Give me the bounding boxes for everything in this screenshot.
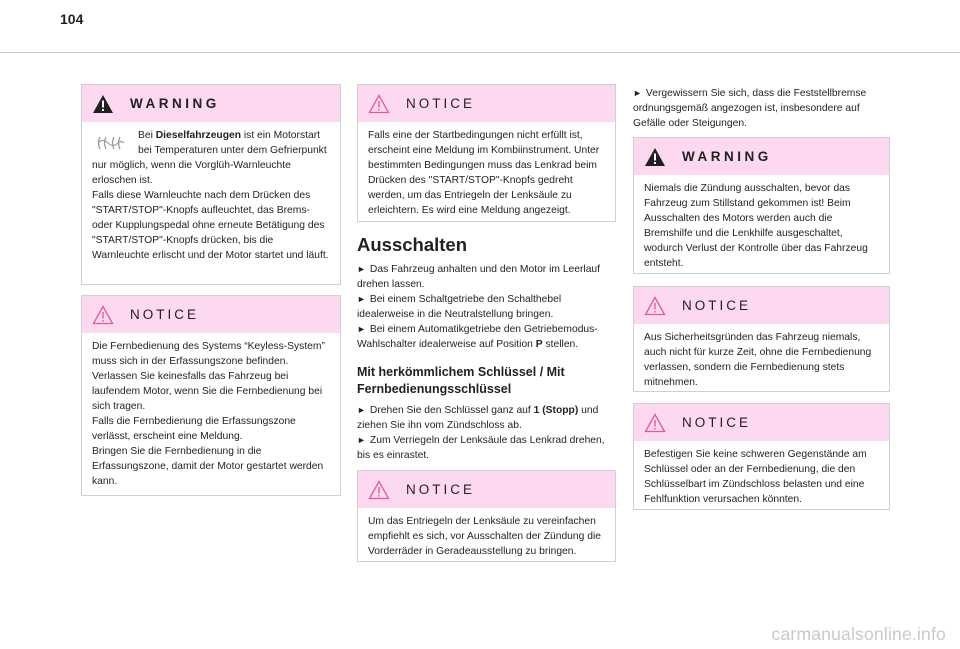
- arrow-icon: ►: [357, 405, 366, 415]
- subheading-key: Mit herkömmlichem Schlüssel / Mit Fernbedienungsschlüssel: [357, 365, 565, 396]
- notice-title: NOTICE: [130, 307, 200, 322]
- warning-title: WARNING: [130, 96, 220, 111]
- notice-body: [634, 324, 889, 398]
- notice-icon: [92, 305, 114, 325]
- notice-title: NOTICE: [682, 415, 752, 430]
- notice-icon: [368, 94, 390, 114]
- key-steps: [357, 403, 619, 463]
- notice-title: NOTICE: [682, 298, 752, 313]
- notice-header: [634, 404, 889, 441]
- notice-icon: [644, 296, 666, 316]
- warning-box-diesel: [81, 84, 341, 285]
- warning-box-ignition: [633, 137, 890, 274]
- page-number: 104: [60, 11, 84, 27]
- key-step-1: ► Drehen Sie den Schlüssel ganz auf 1 (Stopp) und ziehen Sie ihn vom Zündschloss ab.: [357, 405, 599, 431]
- ausschalten-steps: [357, 262, 619, 352]
- watermark: carmanualsonline.info: [771, 624, 946, 644]
- step-parking-brake: ► Vergewissern Sie sich, dass die Feststellbremse ordnungsgemäß angezogen ist, insbesondere auf Gefälle oder Steigungen.: [633, 88, 867, 129]
- arrow-icon: ►: [357, 294, 366, 304]
- notice-title: NOTICE: [406, 482, 476, 497]
- warning-body: [634, 175, 889, 279]
- warning-body: [82, 122, 340, 271]
- warning-title: WARNING: [682, 149, 772, 164]
- notice-box-steering-column: [357, 470, 616, 562]
- notice-icon: [368, 480, 390, 500]
- notice-body: [82, 333, 340, 497]
- warning-header: [634, 138, 889, 175]
- step-3: ► Bei einem Automatikgetriebe den Getriebemodus-Wahlschalter idealerweise auf Position P stellen.: [357, 324, 598, 350]
- notice-body: [358, 508, 615, 567]
- parking-brake-step: [633, 86, 891, 131]
- notice-box-remote-safety: [633, 286, 890, 392]
- notice-box-keyless: [81, 295, 341, 496]
- arrow-icon: ►: [357, 435, 366, 445]
- arrow-icon: ►: [357, 264, 366, 274]
- step-1: ► Das Fahrzeug anhalten und den Motor im Leerlauf drehen lassen.: [357, 264, 601, 290]
- warning-icon: [644, 147, 666, 167]
- step-2: ► Bei einem Schaltgetriebe den Schalthebel idealerweise in die Neutralstellung bringen.: [357, 294, 562, 320]
- notice-para3: Bringen Sie die Fernbedienung in die Erfassungszone, damit der Motor gestartet werden kann.: [92, 446, 324, 487]
- key-step-2: ► Zum Verriegeln der Lenksäule das Lenkrad drehen, bis es einrastet.: [357, 435, 605, 461]
- warning-icon: [92, 94, 114, 114]
- arrow-icon: ►: [357, 324, 366, 334]
- notice-para1: Die Fernbedienung des Systems “Keyless-System” muss sich in der Erfassungszone befinden. Verlassen Sie keinesfalls das Fahrzeug bei laufendem Motor, wenn Sie die Fernbedienung bei sich tragen.: [92, 341, 325, 412]
- notice-text: Um das Entriegeln der Lenksäule zu vereinfachen empfiehlt es sich, vor Ausschalten der Zündung die Vorderräder in Geradeausstellung zu bringen.: [368, 516, 601, 557]
- notice-text: Falls eine der Startbedingungen nicht erfüllt ist, erscheint eine Meldung im Kombiinstrument. Unter bestimmten Bedingungen muss das Lenkrad beim Drücken des "START/STOP"-Knopfs gedreht werden, um das Entriegeln der Lenksäule zu erleichtern. Es wird eine Meldung angezeigt.: [368, 130, 600, 216]
- notice-text: Befestigen Sie keine schweren Gegenstände am Schlüssel oder an der Fernbedienung, die den Schlüsselbart im Zündschloss belasten und eine Fehlfunktion verursachen könnten.: [644, 449, 867, 505]
- notice-header: [358, 85, 615, 122]
- notice-icon: [644, 413, 666, 433]
- notice-box-heavy-objects: [633, 403, 890, 510]
- notice-title: NOTICE: [406, 96, 476, 111]
- notice-body: [358, 122, 615, 226]
- section-heading-ausschalten: Ausschalten: [357, 234, 468, 255]
- notice-text: Aus Sicherheitsgründen das Fahrzeug niemals, auch nicht für kurze Zeit, ohne die Fernbedienung verlassen, sondern die Fernbedienung stets mitnehmen.: [644, 332, 872, 388]
- warning-header: [82, 85, 340, 122]
- notice-para2: Falls die Fernbedienung die Erfassungszone verlässt, erscheint eine Meldung.: [92, 416, 296, 442]
- arrow-icon: ►: [633, 88, 642, 98]
- notice-header: [634, 287, 889, 324]
- warning-para2: Falls diese Warnleuchte nach dem Drücken des "START/STOP"-Knopfs aufleuchtet, das Brems- oder Kupplungspedal ohne erneute Betätigung des "START/STOP"-Knopfs drücken, bis die Warnleuchte erlischt und der Motor startet und läuft.: [92, 190, 329, 261]
- header-divider: [0, 52, 960, 53]
- notice-box-start-conditions: [357, 84, 616, 222]
- glow-plug-icon: [94, 134, 128, 152]
- warning-intro: Bei Dieselfahrzeugen ist ein Motorstart bei Temperaturen unter dem Gefrierpunkt nur möglich, wenn die Vorglüh-Warnleuchte erloschen ist.: [92, 130, 327, 186]
- notice-header: [358, 471, 615, 508]
- notice-body: [634, 441, 889, 515]
- notice-header: [82, 296, 340, 333]
- warning-text: Niemals die Zündung ausschalten, bevor das Fahrzeug zum Stillstand gekommen ist! Beim Ausschalten des Motors werden auch die Bremshilfe und die Lenkhilfe ausgeschaltet, wodurch Verlust der Kontrolle über das Fahrzeug entsteht.: [644, 183, 868, 269]
